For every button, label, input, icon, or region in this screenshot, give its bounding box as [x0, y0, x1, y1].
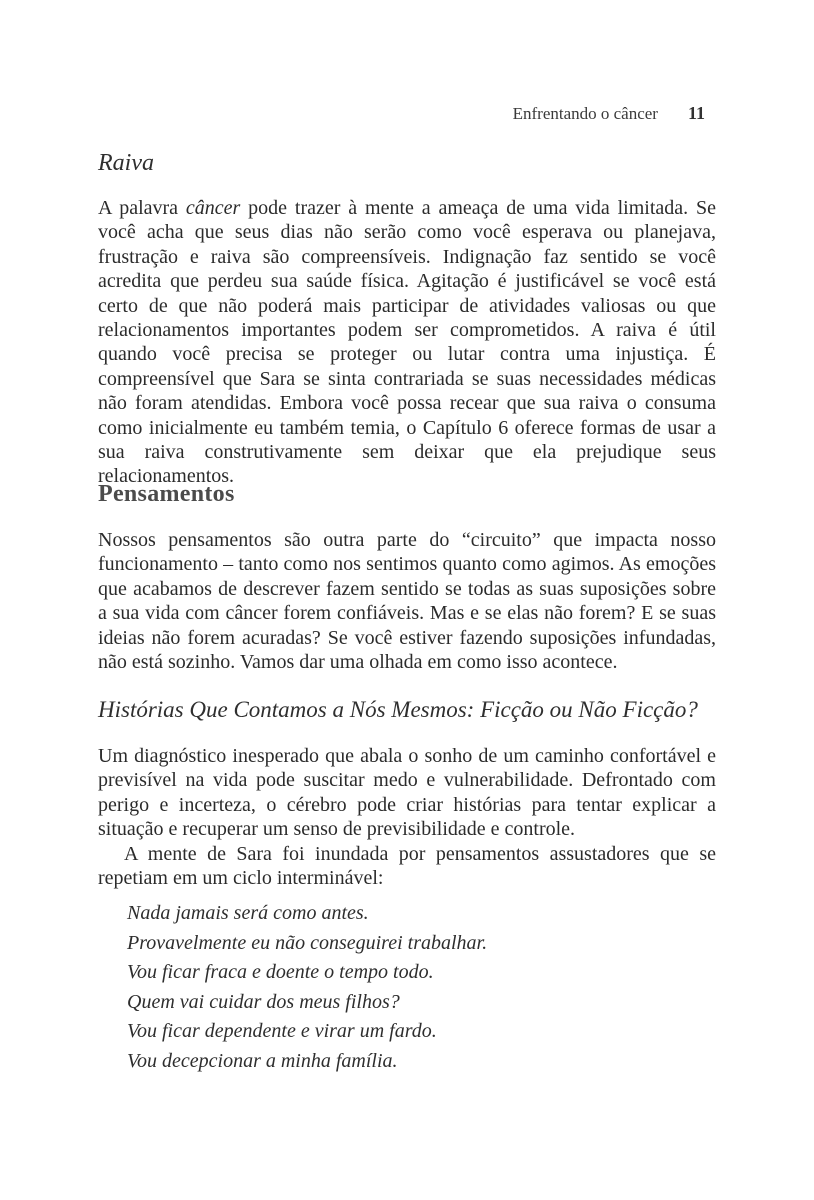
thought-item: Nada jamais será como antes. [127, 902, 369, 924]
thought-item: Quem vai cuidar dos meus filhos? [127, 990, 400, 1013]
section-heading-pensamentos: Pensamentos [98, 481, 235, 507]
paragraph-raiva-lead: A palavra [98, 197, 186, 219]
thought-item: Provavelmente eu não conseguirei trabalhar. [127, 931, 488, 954]
thought-item: Vou decepcionar a minha família. [127, 1049, 398, 1072]
paragraph-historias-2: A mente de Sara foi inundada por pensamentos assustadores que se repetiam em um ciclo interminável: [98, 842, 716, 890]
section-heading-historias: Histórias Que Contamos a Nós Mesmos: Ficção ou Não Ficção? [98, 697, 698, 722]
paragraph-raiva [98, 196, 716, 489]
section-heading-raiva: Raiva [98, 150, 154, 176]
paragraph-raiva-rest: pode trazer à mente a ameaça de uma vida limitada. Se você acha que seus dias não serão como você esperava ou planejava, frustração e raiva são compreensíveis. Indignação faz sentido se você acredita que perdeu sua saúde física. Agitação é justificável se você está certo de que não poderá mais participar de atividades valiosas ou que relacionamentos importantes podem ser comprometidos. A raiva é útil quando você precisa se proteger ou lutar contra uma injustiça. É compreensível que Sara se sinta contrariada se suas necessidades médicas não foram atendidas. Embora você possa recear que sua raiva o consuma como inicialmente eu também temia, o Capítulo 6 oferece formas de usar a sua raiva construtivamente sem deixar que ela prejudique seus relacionamentos. [98, 197, 716, 488]
italic-term-cancer: câncer [185, 197, 241, 219]
running-head: Enfrentando o câncer [512, 104, 658, 123]
thought-list [127, 901, 687, 1078]
page-number: 11 [687, 103, 705, 123]
page-header [98, 103, 705, 124]
thought-item: Vou ficar dependente e virar um fardo. [127, 1020, 437, 1042]
paragraph-group-historias [98, 744, 716, 890]
paragraph-historias-1: Um diagnóstico inesperado que abala o sonho de um caminho confortável e previsível na vida pode suscitar medo e vulnerabilidade. Defrontado com perigo e incerteza, o cérebro pode criar histórias para tentar explicar a situação e recuperar um senso de previsibilidade e controle. [98, 745, 716, 841]
thought-item: Vou ficar fraca e doente o tempo todo. [127, 961, 434, 983]
paragraph-pensamentos: Nossos pensamentos são outra parte do “circuito” que impacta nosso funcionamento – tanto como nos sentimos quanto como agimos. As emoções que acabamos de descrever fazem sentido se todas as suas suposições sobre a sua vida com câncer forem confiáveis. Mas e se elas não forem? E se suas ideias não forem acuradas? Se você estiver fazendo suposições infundadas, não está sozinho. Vamos dar uma olhada em como isso acontece. [98, 529, 716, 674]
